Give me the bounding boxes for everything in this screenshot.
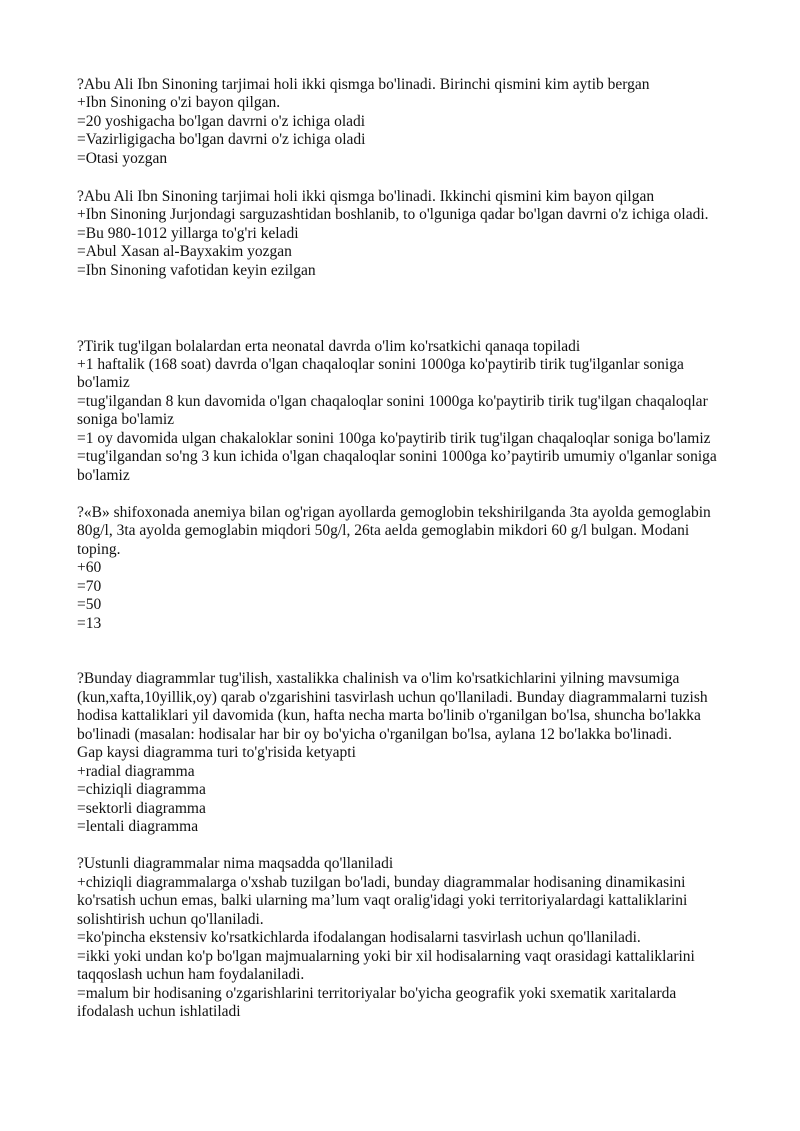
answer-option: =Otasi yozgan bbox=[77, 150, 168, 167]
question-text-continued: (kun,xafta,10yillik,oy) qarab o'zgarishini tasvirlash uchun qo'llaniladi. Bunday diagrammalarni tuzish bbox=[77, 689, 708, 706]
question-text: ?Abu Ali Ibn Sinoning tarjimai holi ikki qismga bo'linadi. Birinchi qismini kim aytib bergan bbox=[77, 76, 650, 93]
correct-answer-continued: solishtirish uchun qo'llaniladi. bbox=[77, 911, 264, 928]
question-text: ?Abu Ali Ibn Sinoning tarjimai holi ikki qismga bo'linadi. Ikkinchi qismini kim bayon qilgan bbox=[77, 188, 655, 205]
correct-answer: +chiziqli diagrammalarga o'xshab tuzilgan bo'ladi, bunday diagrammalar hodisaning dinamikasini bbox=[77, 874, 686, 891]
question-text-continued: toping. bbox=[77, 541, 121, 558]
correct-answer-continued: bo'lamiz bbox=[77, 374, 130, 391]
answer-option-continued: bo'lamiz bbox=[77, 467, 130, 484]
question-text-continued: 80g/l, 3ta ayolda gemoglabin miqdori 50g/l, 26ta aelda gemoglabin mikdori 60 g/l bulgan. Modani bbox=[77, 522, 690, 539]
answer-option: =50 bbox=[77, 596, 102, 613]
answer-option: =malum bir hodisaning o'zgarishlarini territoriyalar bo'yicha geografik yoki sxematik xaritalarda bbox=[77, 985, 677, 1002]
answer-option-continued: taqqoslash uchun ham foydalaniladi. bbox=[77, 966, 305, 983]
answer-option: =tug'ilgandan so'ng 3 kun ichida o'lgan chaqaloqlar sonini 1000ga ko’paytirib umumiy o'lganlar soniga bbox=[77, 448, 717, 465]
correct-answer: +Ibn Sinoning Jurjondagi sarguzashtidan boshlanib, to o'lguniga qadar bo'lgan davrni o'z ichiga oladi. bbox=[77, 206, 709, 223]
answer-option: =tug'ilgandan 8 kun davomida o'lgan chaqaloqlar sonini 1000ga ko'paytirib tirik tug'ilgan chaqaloqlar bbox=[77, 393, 708, 410]
answer-option: =sektorli diagramma bbox=[77, 800, 206, 817]
question-text: ?Bunday diagrammlar tug'ilish, xastalikka chalinish va o'lim ko'rsatkichlarini yilning mavsumiga bbox=[77, 670, 680, 687]
question-text: ?«B» shifoxonada anemiya bilan og'rigan ayollarda gemoglobin tekshirilganda 3ta ayolda gemoglabin bbox=[77, 504, 711, 521]
answer-option-continued: soniga bo'lamiz bbox=[77, 411, 175, 428]
answer-option: =chiziqli diagramma bbox=[77, 781, 206, 798]
question-text: ?Ustunli diagrammalar nima maqsadda qo'llaniladi bbox=[77, 855, 394, 872]
answer-option: =ko'pincha ekstensiv ko'rsatkichlarda ifodalangan hodisalarni tasvirlash uchun qo'llaniladi. bbox=[77, 929, 641, 946]
question-text-continued: Gap kaysi diagramma turi to'g'risida ketyapti bbox=[77, 744, 356, 761]
answer-option: =1 oy davomida ulgan chakaloklar sonini 100ga ko'paytirib tirik tug'ilgan chaqaloqlar soniga bo'lamiz bbox=[77, 430, 711, 447]
question-text-continued: hodisa kattaliklari yil davomida (kun, hafta necha marta bo'linib o'rganilgan bo'lsa, shuncha bo'lakka bbox=[77, 707, 701, 724]
correct-answer: +Ibn Sinoning o'zi bayon qilgan. bbox=[77, 94, 281, 111]
answer-option: =lentali diagramma bbox=[77, 818, 199, 835]
question-text: ?Tirik tug'ilgan bolalardan erta neonatal davrda o'lim ko'rsatkichi qanaqa topiladi bbox=[77, 338, 581, 355]
correct-answer: +60 bbox=[77, 559, 102, 576]
answer-option: =20 yoshigacha bo'lgan davrni o'z ichiga oladi bbox=[77, 113, 366, 130]
correct-answer: +radial diagramma bbox=[77, 763, 195, 780]
correct-answer-continued: ko'rsatish uchun emas, balki ularning ma’lum vaqt oralig'idagi yoki territoriyalardagi kattaliklarini bbox=[77, 892, 688, 909]
answer-option: =Vazirligigacha bo'lgan davrni o'z ichiga oladi bbox=[77, 131, 366, 148]
answer-option: =13 bbox=[77, 615, 102, 632]
answer-option: =ikki yoki undan ko'p bo'lgan majmualarning yoki bir xil hodisalarning vaqt orasidagi kattaliklarini bbox=[77, 948, 695, 965]
answer-option: =70 bbox=[77, 578, 102, 595]
answer-option: =Ibn Sinoning vafotidan keyin ezilgan bbox=[77, 262, 316, 279]
answer-option: =Bu 980-1012 yillarga to'g'ri keladi bbox=[77, 225, 299, 242]
answer-option: =Abul Xasan al-Bayxakim yozgan bbox=[77, 243, 292, 260]
answer-option-continued: ifodalash uchun ishlatiladi bbox=[77, 1003, 241, 1020]
correct-answer: +1 haftalik (168 soat) davrda o'lgan chaqaloqlar sonini 1000ga ko'paytirib tirik tug'ilganlar soniga bbox=[77, 356, 684, 373]
question-text-continued: bo'linadi (masalan: hodisalar har bir oy bo'yicha o'rganilgan bo'lsa, aylana 12 bo'lakka bo'linadi. bbox=[77, 726, 672, 743]
